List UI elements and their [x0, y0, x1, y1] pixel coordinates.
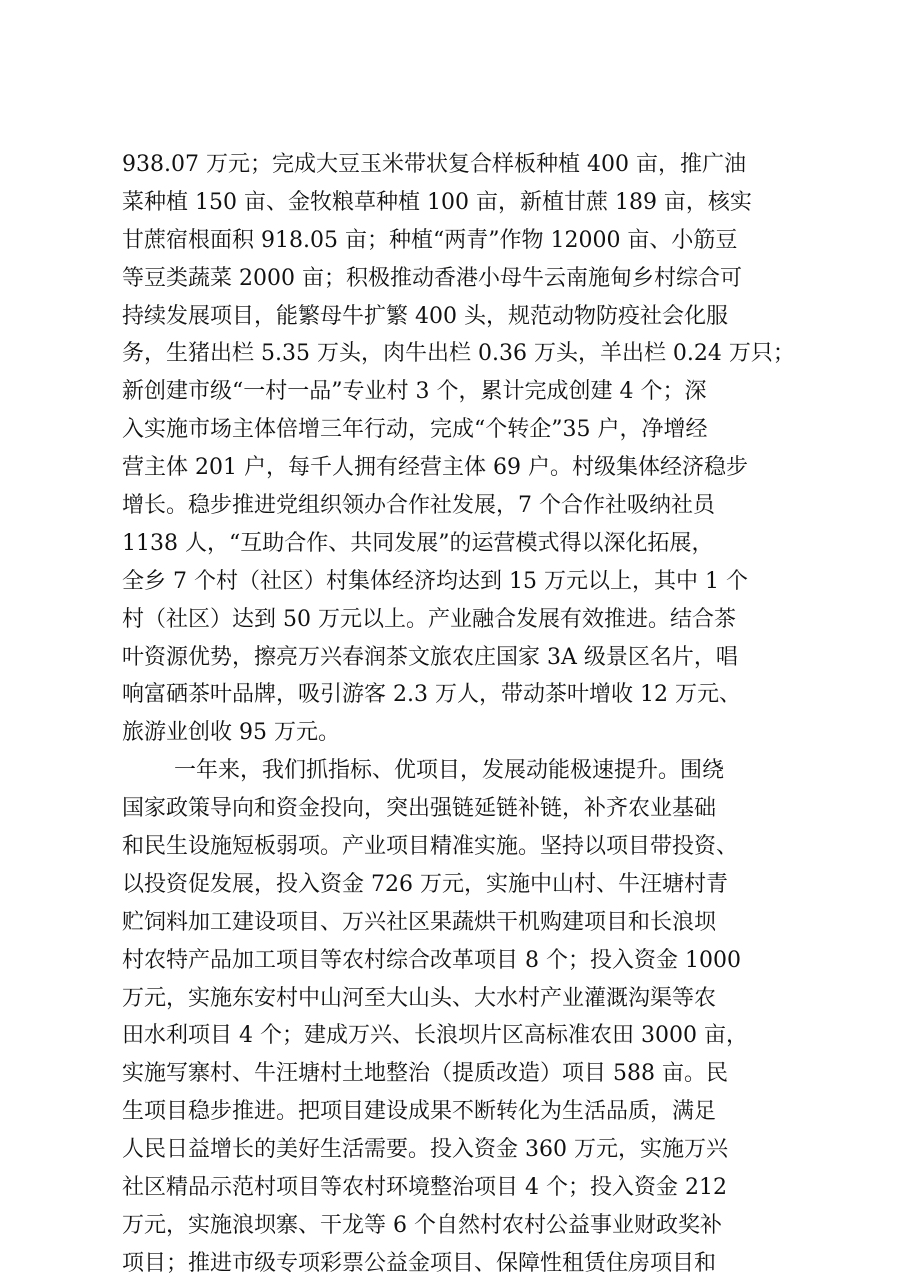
text-line: 社区精品示范村项目等农村环境整治项目 4 个；投入资金 212	[122, 1175, 727, 1201]
text-line: 叶资源优势，擦亮万兴春润茶文旅农庄国家 3A 级景区名片，唱	[122, 644, 738, 670]
text-line: 田水利项目 4 个；建成万兴、长浪坝片区高标准农田 3000 亩，	[122, 1023, 748, 1049]
text-line: 持续发展项目，能繁母牛扩繁 400 头，规范动物防疫社会化服	[122, 303, 728, 329]
text-line: 菜种植 150 亩、金牧粮草种植 100 亩，新植甘蔗 189 亩，核实	[122, 189, 752, 215]
text-line: 万元，实施浪坝寨、干龙等 6 个自然村农村公益事业财政奖补	[122, 1212, 722, 1238]
paragraph-start-line: 一年来，我们抓指标、优项目，发展动能极速提升。围绕	[174, 758, 725, 784]
text-line: 甘蔗宿根面积 918.05 亩；种植“两青”作物 12000 亩、小筋豆	[122, 227, 738, 253]
text-line: 增长。稳步推进党组织领办合作社发展，7 个合作社吸纳社员	[122, 493, 715, 519]
text-line: 全乡 7 个村（社区）村集体经济均达到 15 万元以上，其中 1 个	[122, 568, 748, 594]
document-body	[122, 146, 802, 1283]
text-line: 项目；推进市级专项彩票公益金项目、保障性租赁住房项目和	[122, 1250, 717, 1276]
text-line: 生项目稳步推进。把项目建设成果不断转化为生活品质，满足	[122, 1099, 717, 1125]
text-line: 人民日益增长的美好生活需要。投入资金 360 万元，实施万兴	[122, 1137, 728, 1163]
text-line: 1138 人，“互助合作、共同发展”的运营模式得以深化拓展，	[122, 530, 714, 556]
text-line: 旅游业创收 95 万元。	[122, 720, 340, 746]
text-line: 938.07 万元；完成大豆玉米带状复合样板种植 400 亩，推广油	[122, 152, 746, 177]
text-line: 新创建市级“一村一品”专业村 3 个，累计完成创建 4 个；深	[122, 379, 707, 405]
text-line: 等豆类蔬菜 2000 亩；积极推动香港小母牛云南施甸乡村综合可	[122, 265, 742, 291]
text-line: 村（社区）达到 50 万元以上。产业融合发展有效推进。结合茶	[122, 606, 736, 632]
text-line: 入实施市场主体倍增三年行动，完成“个转企”35 户，净增经	[122, 417, 708, 443]
text-line: 响富硒茶叶品牌，吸引游客 2.3 万人，带动茶叶增收 12 万元、	[122, 682, 741, 708]
text-line: 以投资促发展，投入资金 726 万元，实施中山村、牛汪塘村青	[122, 871, 728, 897]
text-line: 营主体 201 户，每千人拥有经营主体 69 户。村级集体经济稳步	[122, 455, 748, 481]
text-line: 务，生猪出栏 5.35 万头，肉牛出栏 0.36 万头，羊出栏 0.24 万只；	[122, 341, 795, 367]
text-line: 贮饲料加工建设项目、万兴社区果蔬烘干机购建项目和长浪坝	[122, 909, 717, 935]
text-line: 和民生设施短板弱项。产业项目精准实施。坚持以项目带投资、	[122, 834, 739, 860]
text-line: 万元，实施东安村中山河至大山头、大水村产业灌溉沟渠等农	[122, 985, 717, 1011]
text-line: 实施写寨村、牛汪塘村土地整治（提质改造）项目 588 亩。民	[122, 1061, 728, 1087]
text-line: 村农特产品加工项目等农村综合改革项目 8 个；投入资金 1000	[122, 947, 741, 973]
text-line: 国家政策导向和资金投向，突出强链延链补链，补齐农业基础	[122, 796, 717, 822]
